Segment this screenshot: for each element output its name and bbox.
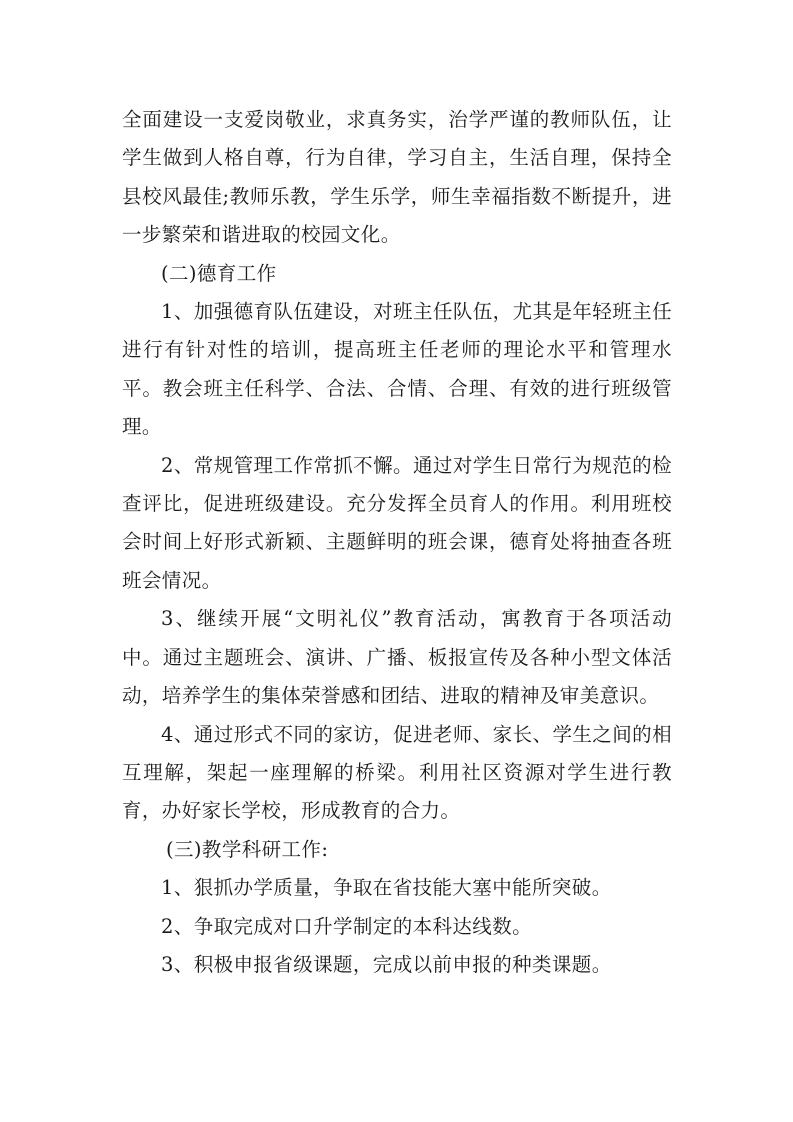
paragraph-teacher-team: 全面建设一支爱岗敬业，求真务实，治学严谨的教师队伍，让学生做到人格自尊，行为自律，学习自主，生活自理，保持全县校风最佳;教师乐教，学生乐学，师生幸福指数不断提升，进一步繁荣和谐进取的校园文化。 — [122, 108, 672, 247]
paragraph-moral-item-2: 2、常规管理工作常抓不懈。通过对学生日常行为规范的检查评比，促进班级建设。充分发挥全员育人的作用。利用班校会时间上好形式新颖、主题鲜明的班会课，德育处将抽查各班班会情况。 — [122, 453, 672, 592]
paragraph-research-item-3: 3、积极申报省级课题，完成以前申报的种类课题。 — [161, 952, 612, 976]
paragraph-moral-item-4: 4、通过形式不同的家访，促进老师、家长、学生之间的相互理解，架起一座理解的桥梁。利用社区资源对学生进行教育，办好家长学校，形成教育的合力。 — [122, 722, 672, 823]
paragraph-moral-item-3: 3、继续开展“文明礼仪”教育活动，寓教育于各项活动中。通过主题班会、演讲、广播、板报宣传及各种小型文体活动，培养学生的集体荣誉感和团结、进取的精神及审美意识。 — [122, 607, 672, 708]
paragraph-research-item-2: 2、争取完成对口升学制定的本科达线数。 — [161, 914, 533, 938]
paragraph-research-item-1: 1、狠抓办学质量，争取在省技能大塞中能所突破。 — [161, 876, 612, 900]
paragraph-moral-item-1: 1、加强德育队伍建设，对班主任队伍，尤其是年轻班主任进行有针对性的培训，提高班主任老师的理论水平和管理水平。教会班主任科学、合法、合情、合理、有效的进行班级管理。 — [122, 300, 672, 439]
section-heading-teaching-research: (三)教学科研工作: — [166, 837, 329, 861]
section-heading-moral-education: (二)德育工作 — [161, 261, 277, 285]
document-body — [122, 101, 672, 984]
